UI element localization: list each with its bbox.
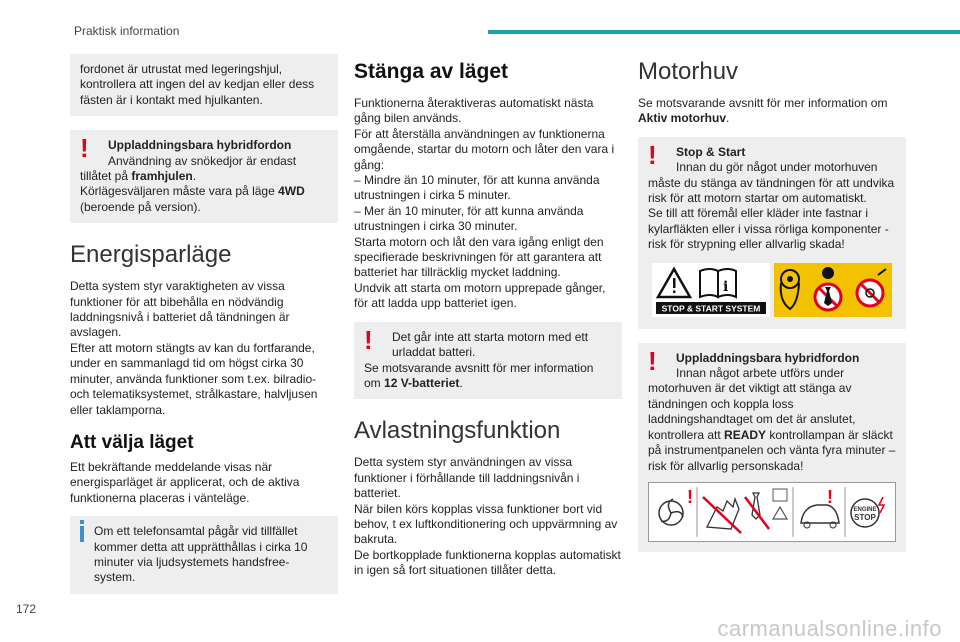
svg-text:ENGINE: ENGINE (853, 506, 877, 513)
hybrid-pictograms (648, 482, 896, 542)
warning-line: (beroende på version). (80, 199, 201, 214)
warning-title: Uppladdningsbara hybridfordon (108, 138, 292, 153)
no-tie-icon (745, 493, 769, 529)
relief-paragraph: När bilen körs kopplas vissa funktioner bort vid behov, t ex luftkonditionering och uppvärmning av bakruta. (354, 501, 618, 547)
warning-title: Stop & Start (676, 144, 746, 159)
manual-hazard-icon (773, 489, 787, 519)
warning-line: om 12 V-batteriet. (364, 375, 463, 390)
watermark: carmanualsonline.info (717, 616, 942, 641)
warning-line: Det går inte att starta motorn med ett (392, 329, 589, 344)
header-accent-bar (488, 30, 960, 34)
column-1 (70, 54, 338, 608)
off-paragraph: Funktionerna återaktiveras automatiskt nästa gång bilen används. (354, 96, 594, 126)
warning-line: Körlägesväljaren måste vara på läge 4WD (80, 184, 305, 199)
svg-text:i: i (723, 278, 729, 295)
engine-stop-icon (851, 497, 884, 527)
subsection-title-select: Att välja läget (70, 431, 194, 453)
warning-line: urladdat batteri. (392, 345, 476, 360)
section-title-hood: Motorhuv (638, 58, 739, 85)
section-title-off: Stänga av läget (354, 60, 509, 83)
engine-bay-icon (801, 487, 839, 528)
off-paragraph: Starta motorn och låt den vara igång enligt den specifierade beskrivningen för att garantera att batteriet har tillräcklig mycket laddning. (354, 234, 604, 280)
fan-icon (659, 487, 693, 525)
page-number: 172 (16, 602, 37, 616)
svg-text:!: ! (687, 486, 693, 507)
warning-box-battery (354, 322, 622, 400)
column-2 (354, 54, 622, 579)
warning-line: Se till att föremål eller kläder inte fastnar i kylarfläkten eller i vissa rörliga komponenter - risk för strypning eller allvarlig skada! (648, 206, 889, 252)
off-dash-item: – Mer än 10 minuter, för att kunna använda utrustningen i cirka 30 minuter. (354, 203, 584, 234)
warning-line: måste du stänga av tändningen för att undvika risk för att motorn startar om automatiskt. (648, 175, 895, 206)
relief-paragraph: Detta system styr användningen av vissa funktioner i förhållande till laddningsnivån i batteriet. (354, 455, 580, 501)
section-title-energy: Energisparläge (70, 241, 232, 269)
warning-line: Se motsvarande avsnitt för mer information (364, 360, 594, 375)
energy-paragraph-2: Efter att motorn stängts av kan du fortfarande, under en sammanlagd tid om högst cirka 30 minuter, använda funktioner som t.ex. bilradio- och telematiksystemet, strålkastare, halvljusen eller taklamporna. (70, 340, 318, 417)
off-paragraph: Undvik att starta om motorn upprepade gånger, för att ladda upp batteriet igen. (354, 280, 606, 311)
hood-paragraph: Se motsvarande avsnitt för mer information om Aktiv motorhuv. (638, 96, 888, 126)
page-header-title: Praktisk information (74, 24, 180, 38)
stop-start-badge: STOP & START SYSTEM (661, 303, 761, 314)
off-dash-item: – Mindre än 10 minuter, för att kunna använda utrustningen i cirka 5 minuter. (354, 173, 600, 203)
no-hand-icon (703, 497, 741, 533)
warning-box-hybrid-hood (638, 343, 906, 552)
relief-paragraph: De bortkopplade funktionerna kopplas automatiskt in igen så fort situationen tillåter detta. (354, 547, 621, 578)
warning-line: Innan du gör något under motorhuven (676, 160, 878, 175)
stop-start-pictograms (648, 261, 896, 319)
warning-box-stop-start (638, 137, 906, 329)
warning-icon: ! (364, 324, 373, 355)
info-box (70, 516, 338, 594)
warning-line: tillåtet på framhjulen. (80, 169, 197, 184)
continuation-box (70, 54, 338, 116)
svg-text:!: ! (827, 486, 833, 507)
select-paragraph: Ett bekräftande meddelande visas när energisparläget är applicerat, och de aktiva funktionerna placeras i vänteläge. (70, 459, 300, 505)
svg-text:STOP: STOP (854, 512, 876, 522)
info-text: Om ett telefonsamtal pågår vid tillfället kommer detta att upprätthållas i cirka 10 minuter via ljudsystemets handsfree-system. (94, 524, 308, 585)
warning-icon: ! (648, 345, 657, 376)
column-3 (638, 54, 906, 566)
warning-line: Användning av snökedjor är endast (108, 153, 297, 168)
warning-icon: ! (80, 133, 89, 164)
warning-line: motorhuven är det viktigt att stänga av tändningen och koppla loss laddningshandtaget om det är anslutet, kontrollera att READY kontrollampan är släckt på instrumentpanelen och vänta fyra minuter – risk för allvarlig personskada! (648, 381, 896, 473)
info-icon (80, 520, 84, 524)
warning-icon: ! (648, 139, 657, 170)
warning-title: Uppladdningsbara hybridfordon (676, 350, 860, 365)
warning-line: Innan något arbete utförs under (676, 366, 845, 381)
continuation-text: fordonet är utrustat med legeringshjul, kontrollera att ingen del av kedjan eller dess fästen är i kontakt med hjulkanten. (80, 62, 315, 107)
warning-box-hybrid-chains (70, 130, 338, 223)
energy-paragraph: Detta system styr varaktigheten av vissa funktioner för att bibehålla en nödvändig laddningsnivå i batteriet då tändningen är avslagen. (70, 279, 290, 340)
section-title-relief: Avlastningsfunktion (354, 417, 561, 445)
off-paragraph: För att återställa användningen av funktionerna omgående, startar du motorn och låter den vara i gång: (354, 126, 615, 172)
